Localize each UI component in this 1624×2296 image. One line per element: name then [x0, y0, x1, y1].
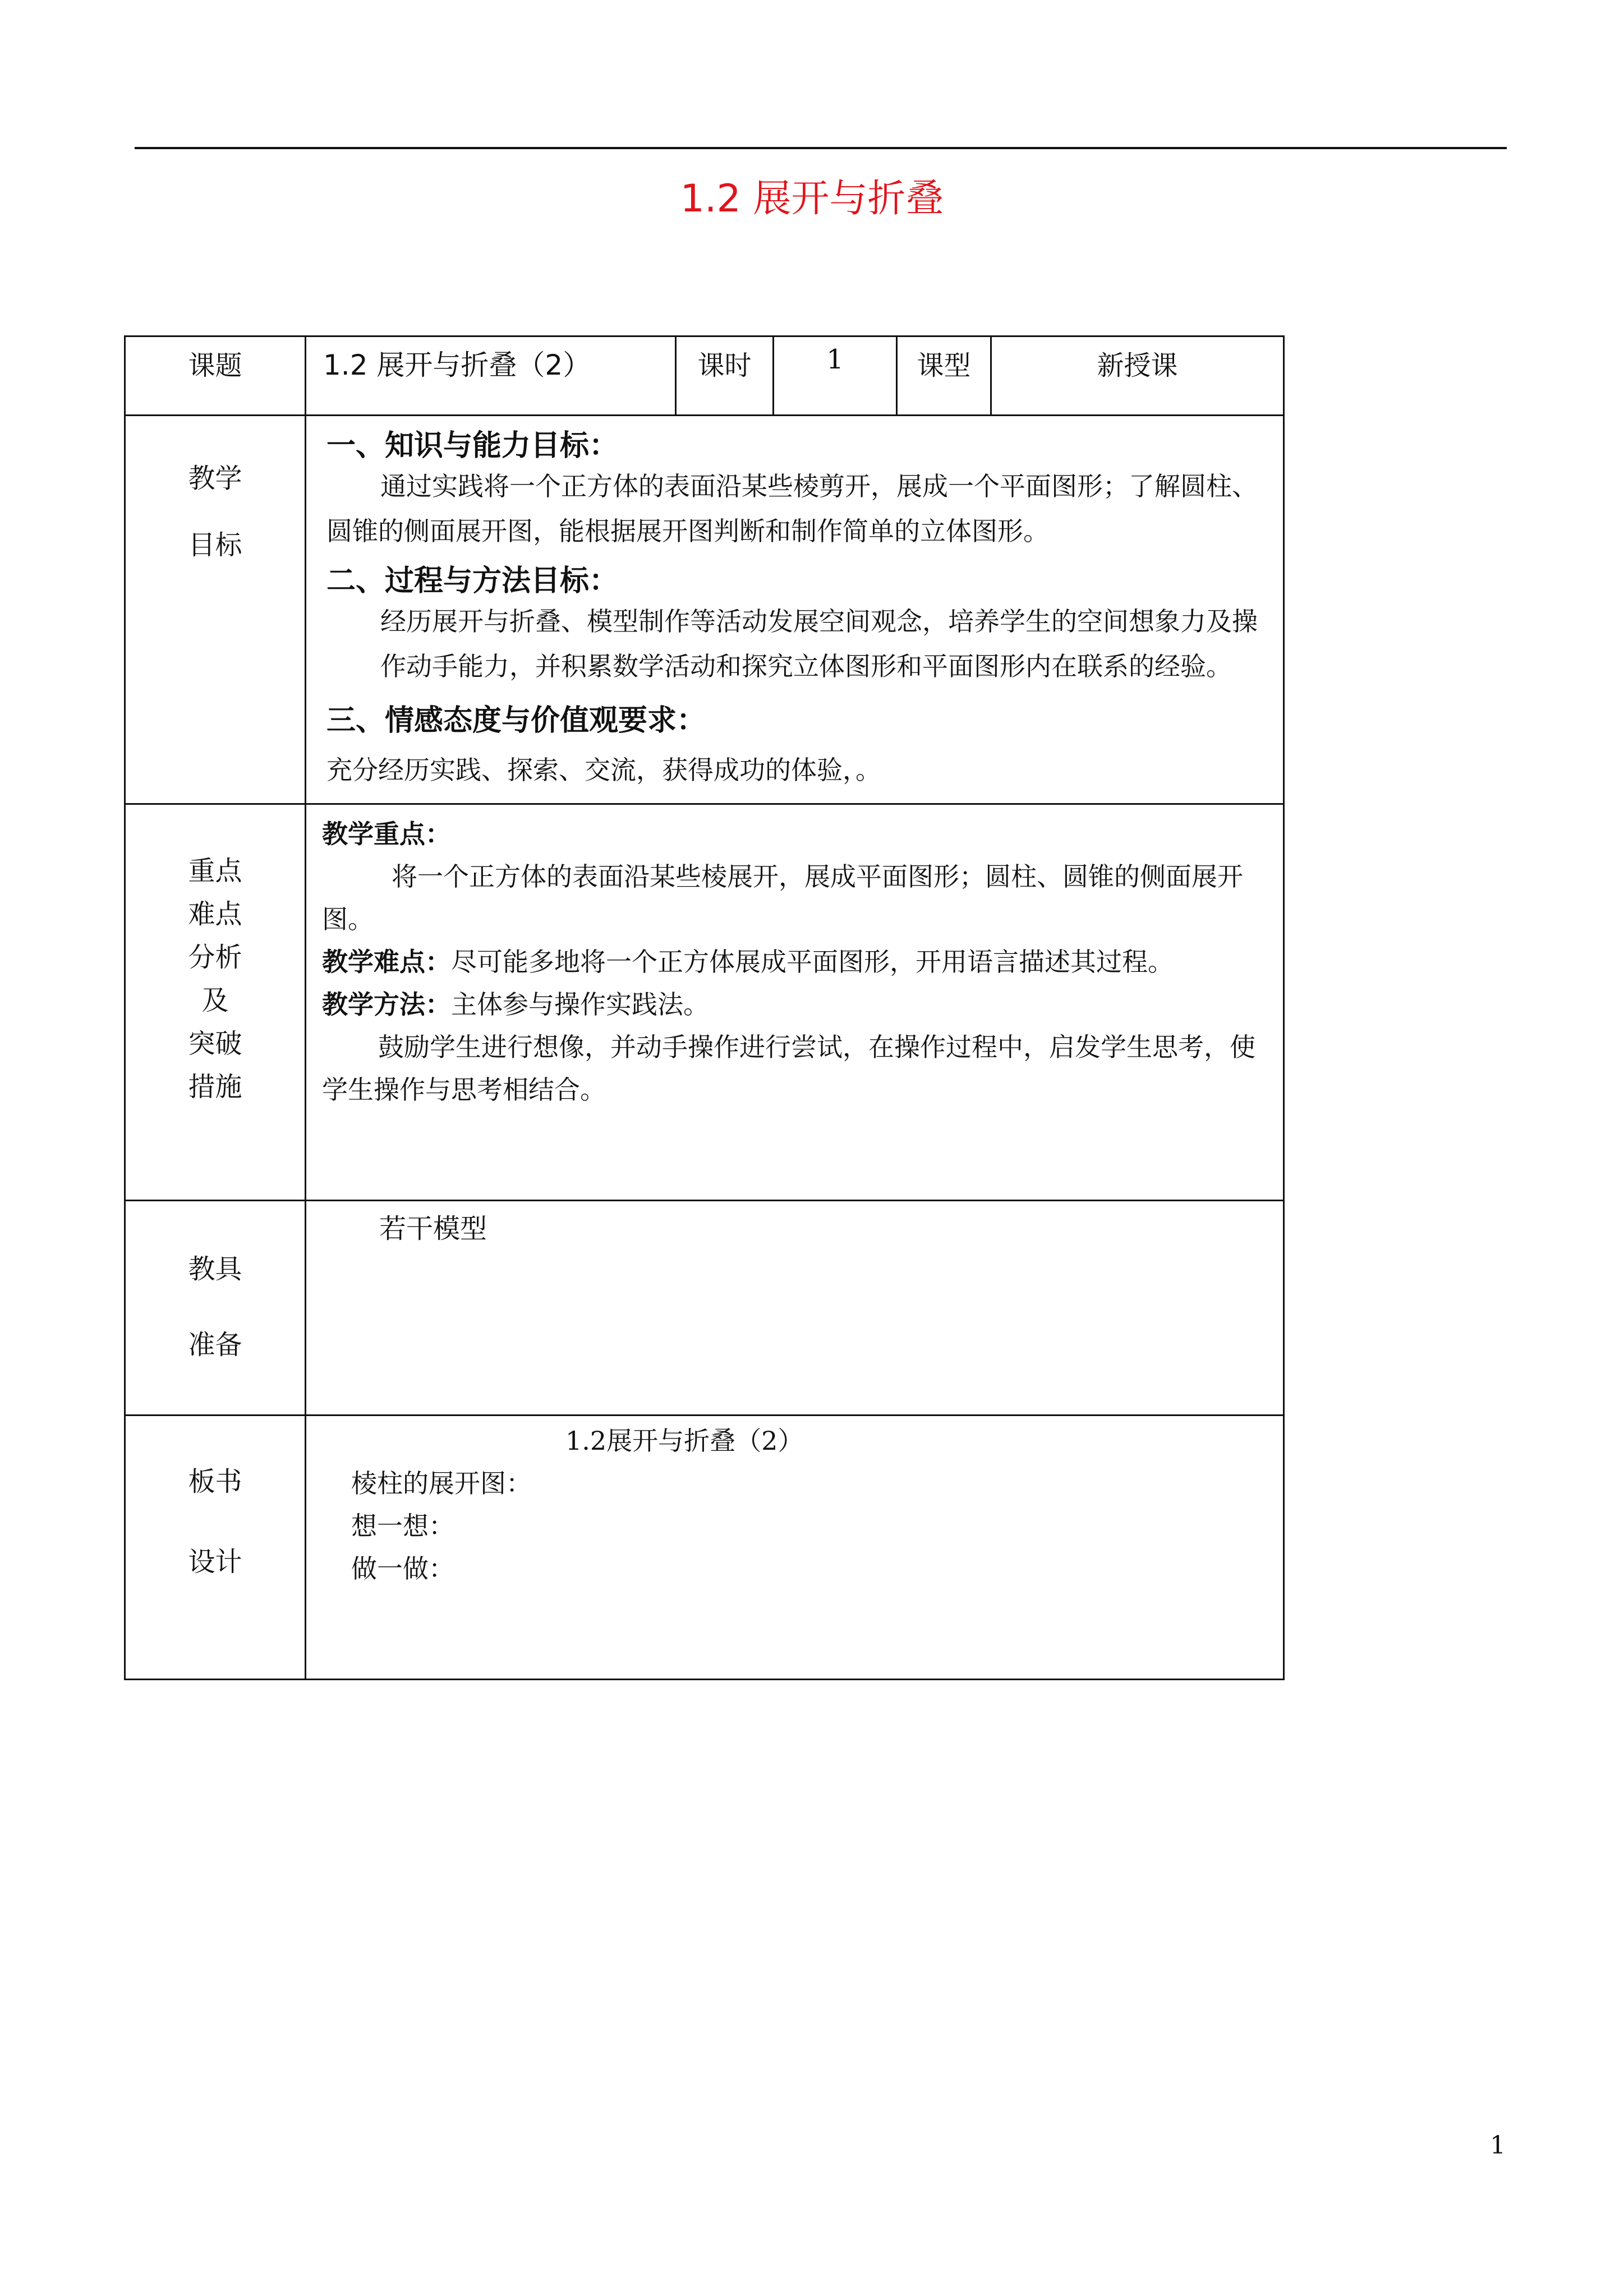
topic-value: 1.2 展开与折叠（2）	[306, 336, 676, 416]
lesson-plan-table	[124, 335, 1285, 1680]
objective-text-attitude: 充分经历实践、探索、交流，获得成功的体验，。	[326, 755, 881, 785]
objectives-content	[306, 416, 1284, 804]
objectives-label	[125, 416, 306, 804]
objective-text-process: 经历展开与折叠、模型制作等活动发展空间观念，培养学生的空间想象力及操作动手能力，并积累数学活动和探究立体图形和平面图形内在联系的经验。	[380, 606, 1258, 681]
materials-text: 若干模型	[306, 1201, 1284, 1416]
key-label-4: 及	[201, 985, 229, 1016]
board-line-prism-net: 棱柱的展开图：	[351, 1468, 532, 1499]
objective-text-knowledge: 通过实践将一个正方体的表面沿某些棱剪开，展成一个平面图形；了解圆柱、圆锥的侧面展开图，能根据展开图判断和制作简单的立体图形。	[326, 471, 1258, 546]
measures-text: 鼓励学生进行想像，并动手操作进行尝试，在操作过程中，启发学生思考，使学生操作与思考相结合。	[322, 1032, 1255, 1105]
key-points-label	[125, 804, 306, 1201]
objective-heading-process: 二、过程与方法目标：	[326, 564, 619, 598]
key-label-6: 措施	[188, 1071, 242, 1103]
header-rule	[135, 147, 1507, 149]
header-row	[125, 336, 1284, 416]
board-label-line2: 设计	[188, 1546, 242, 1578]
key-label-3: 分析	[188, 942, 242, 973]
board-content	[306, 1416, 1284, 1680]
focus-label: 教学重点：	[322, 819, 451, 849]
period-value: 1	[774, 336, 897, 416]
key-label-2: 难点	[188, 898, 242, 930]
topic-label: 课题	[125, 336, 306, 416]
board-row	[125, 1416, 1284, 1680]
materials-label-line1: 教具	[188, 1253, 242, 1285]
key-label-5: 突破	[188, 1028, 242, 1059]
materials-label-line2: 准备	[188, 1329, 242, 1361]
method-label: 教学方法：	[322, 989, 451, 1020]
board-line-do: 做一做：	[351, 1553, 454, 1584]
key-label-1: 重点	[188, 855, 242, 887]
period-label: 课时	[676, 336, 774, 416]
difficulty-label: 教学难点：	[322, 947, 451, 977]
document-title: 1.2 展开与折叠	[680, 177, 944, 221]
type-label: 课型	[897, 336, 991, 416]
objectives-label-line2: 目标	[188, 529, 242, 561]
objective-heading-attitude: 三、情感态度与价值观要求：	[326, 704, 706, 737]
materials-row	[125, 1201, 1284, 1416]
objectives-label-line1: 教学	[188, 463, 242, 494]
page-number: 1	[1490, 2131, 1506, 2160]
key-points-content	[306, 804, 1284, 1201]
key-points-row	[125, 804, 1284, 1201]
board-title: 1.2展开与折叠（2）	[565, 1426, 804, 1456]
method-text: 主体参与操作实践法。	[451, 989, 709, 1020]
board-line-think: 想一想：	[351, 1511, 454, 1541]
board-label-line1: 板书	[188, 1466, 242, 1497]
difficulty-text: 尽可能多地将一个正方体展成平面图形，开用语言描述其过程。	[451, 947, 1174, 977]
objective-heading-knowledge: 一、知识与能力目标：	[326, 429, 619, 463]
materials-label	[125, 1201, 306, 1416]
focus-text: 将一个正方体的表面沿某些棱展开，展成平面图形；圆柱、圆锥的侧面展开图。	[322, 861, 1243, 934]
objectives-row	[125, 416, 1284, 804]
type-value: 新授课	[991, 336, 1284, 416]
board-label	[125, 1416, 306, 1680]
